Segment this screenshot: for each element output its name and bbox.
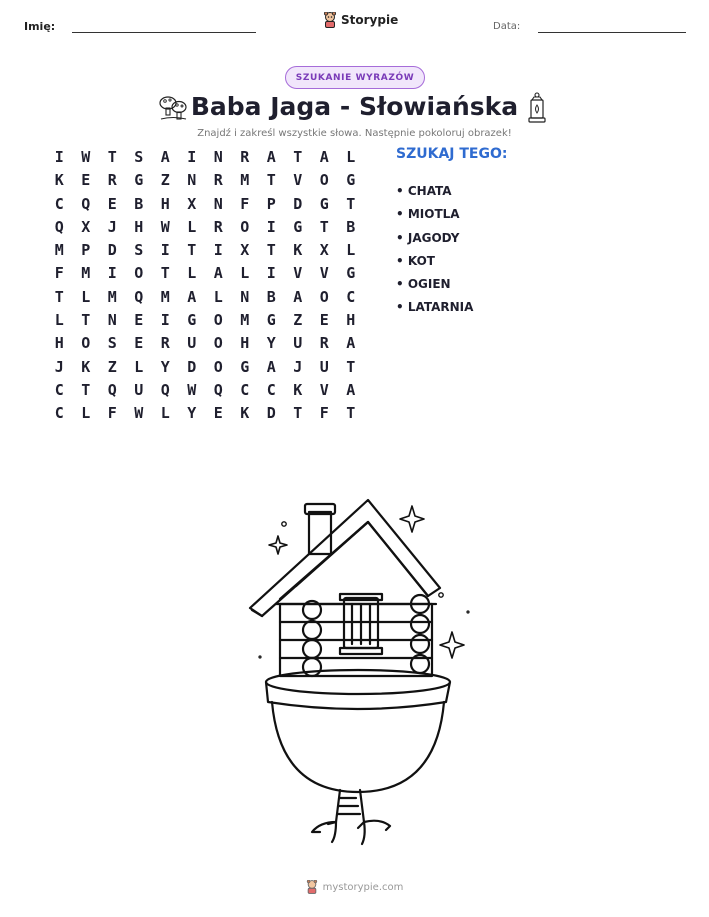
- grid-letter: R: [160, 334, 170, 353]
- grid-letter: X: [240, 241, 250, 260]
- grid-letter: I: [213, 241, 223, 260]
- worksheet-header: [0, 0, 709, 50]
- grid-letter: L: [240, 264, 250, 283]
- grid-letter: L: [134, 357, 144, 376]
- footer: [0, 880, 709, 894]
- grid-letter: I: [266, 264, 276, 283]
- grid-letter: E: [134, 334, 144, 353]
- grid-letter: L: [81, 287, 91, 306]
- grid-letter: L: [187, 264, 197, 283]
- grid-letter: X: [187, 194, 197, 213]
- grid-letter: O: [319, 171, 329, 190]
- grid-letter: A: [187, 287, 197, 306]
- grid-letter: D: [187, 357, 197, 376]
- word-item: • CHATA: [396, 184, 452, 198]
- instructions: Znajdź i zakreśl wszystkie słowa. Następnie pokoloruj obrazek!: [197, 128, 512, 139]
- grid-letter: H: [54, 334, 64, 353]
- grid-letter: W: [81, 148, 91, 166]
- grid-letter: O: [213, 357, 223, 376]
- grid-letter: N: [107, 311, 117, 330]
- grid-letter: T: [107, 148, 117, 166]
- grid-letter: Z: [160, 171, 170, 190]
- grid-letter: S: [107, 334, 117, 353]
- grid-letter: F: [54, 264, 64, 283]
- grid-letter: C: [54, 380, 64, 399]
- grid-letter: G: [319, 194, 329, 213]
- grid-letter: R: [319, 334, 329, 353]
- footer-url: mystorypie.com: [322, 881, 404, 893]
- grid-letter: D: [107, 241, 117, 260]
- grid-letter: T: [81, 380, 91, 399]
- grid-letter: N: [213, 148, 223, 166]
- grid-letter: R: [213, 217, 223, 236]
- word-item: • JAGODY: [396, 230, 460, 245]
- grid-letter: K: [240, 404, 250, 423]
- grid-letter: V: [293, 171, 303, 190]
- grid-letter: W: [187, 380, 197, 399]
- grid-letter: J: [293, 357, 303, 376]
- grid-letter: S: [134, 241, 144, 260]
- grid-letter: R: [213, 171, 223, 190]
- grid-letter: J: [107, 217, 117, 236]
- grid-letter: O: [319, 287, 329, 306]
- grid-letter: B: [134, 194, 144, 213]
- grid-letter: I: [266, 217, 276, 236]
- grid-letter: T: [81, 311, 91, 330]
- grid-letter: T: [54, 287, 64, 306]
- grid-letter: C: [54, 194, 64, 213]
- grid-letter: T: [346, 357, 356, 376]
- grid-letter: B: [346, 217, 356, 236]
- grid-letter: X: [319, 241, 329, 260]
- grid-letter: R: [107, 171, 117, 190]
- grid-letter: I: [54, 148, 64, 166]
- grid-letter: Q: [54, 217, 64, 236]
- grid-letter: R: [240, 148, 250, 166]
- grid-letter: O: [134, 264, 144, 283]
- grid-letter: C: [346, 287, 356, 306]
- grid-letter: M: [240, 171, 250, 190]
- grid-letter: T: [319, 217, 329, 236]
- grid-letter: T: [160, 264, 170, 283]
- grid-letter: V: [319, 380, 329, 399]
- grid-letter: I: [187, 148, 197, 166]
- grid-letter: L: [54, 311, 64, 330]
- grid-letter: F: [240, 194, 250, 213]
- grid-letter: G: [240, 357, 250, 376]
- grid-letter: T: [187, 241, 197, 260]
- grid-letter: Q: [107, 380, 117, 399]
- grid-letter: T: [346, 194, 356, 213]
- grid-letter: O: [213, 311, 223, 330]
- grid-letter: E: [134, 311, 144, 330]
- grid-letter: F: [107, 404, 117, 423]
- grid-letter: I: [107, 264, 117, 283]
- grid-letter: A: [213, 264, 223, 283]
- word-item: • OGIEN: [396, 277, 451, 292]
- grid-letter: U: [293, 334, 303, 353]
- grid-letter: V: [293, 264, 303, 283]
- grid-letter: M: [160, 287, 170, 306]
- grid-letter: T: [346, 404, 356, 423]
- grid-letter: P: [266, 194, 276, 213]
- grid-letter: O: [81, 334, 91, 353]
- brand-name: Storypie: [341, 13, 399, 27]
- grid-letter: Z: [107, 357, 117, 376]
- grid-letter: I: [160, 311, 170, 330]
- hut-on-chicken-legs-illustration: [240, 492, 470, 852]
- grid-letter: Y: [187, 404, 197, 423]
- grid-letter: A: [293, 287, 303, 306]
- grid-letter: J: [54, 357, 64, 376]
- grid-letter: C: [240, 380, 250, 399]
- grid-letter: O: [213, 334, 223, 353]
- grid-letter: Z: [293, 311, 303, 330]
- grid-letter: A: [266, 148, 276, 166]
- grid-letter: T: [293, 148, 303, 166]
- grid-letter: Y: [266, 334, 276, 353]
- grid-letter: S: [134, 148, 144, 166]
- grid-letter: A: [346, 334, 356, 353]
- grid-letter: N: [187, 171, 197, 190]
- grid-letter: L: [187, 217, 197, 236]
- grid-letter: M: [240, 311, 250, 330]
- date-label: Data:: [493, 21, 521, 32]
- grid-letter: K: [54, 171, 64, 190]
- activity-badge: SZUKANIE WYRAZÓW: [285, 66, 425, 89]
- date-line: [538, 32, 686, 33]
- grid-letter: O: [240, 217, 250, 236]
- grid-letter: G: [266, 311, 276, 330]
- grid-letter: U: [134, 380, 144, 399]
- grid-letter: E: [107, 194, 117, 213]
- grid-letter: A: [346, 380, 356, 399]
- grid-letter: V: [319, 264, 329, 283]
- grid-letter: Q: [134, 287, 144, 306]
- grid-letter: H: [346, 311, 356, 330]
- word-item: • MIOTLA: [396, 207, 460, 222]
- word-list: [396, 146, 576, 320]
- name-line: [72, 32, 256, 33]
- grid-letter: Q: [160, 380, 170, 399]
- grid-letter: L: [346, 241, 356, 260]
- grid-letter: A: [266, 357, 276, 376]
- grid-letter: G: [346, 264, 356, 283]
- name-label: Imię:: [24, 20, 56, 33]
- grid-letter: M: [54, 241, 64, 260]
- grid-letter: U: [187, 334, 197, 353]
- grid-letter: M: [107, 287, 117, 306]
- grid-letter: X: [81, 217, 91, 236]
- word-item: • LATARNIA: [396, 300, 474, 315]
- title-row: [0, 92, 709, 126]
- grid-letter: T: [266, 241, 276, 260]
- word-item: • KOT: [396, 253, 435, 268]
- grid-letter: G: [293, 217, 303, 236]
- grid-letter: Q: [213, 380, 223, 399]
- grid-letter: T: [266, 171, 276, 190]
- grid-letter: E: [213, 404, 223, 423]
- grid-letter: G: [187, 311, 197, 330]
- word-search-grid: [46, 146, 364, 426]
- grid-letter: F: [319, 404, 329, 423]
- grid-letter: D: [266, 404, 276, 423]
- brand: [323, 12, 398, 28]
- grid-letter: M: [81, 264, 91, 283]
- grid-letter: Q: [81, 194, 91, 213]
- word-list-title: SZUKAJ TEGO:: [396, 146, 508, 162]
- grid-letter: L: [213, 287, 223, 306]
- grid-letter: L: [81, 404, 91, 423]
- grid-letter: C: [54, 404, 64, 423]
- grid-letter: H: [240, 334, 250, 353]
- storypie-logo-icon: [306, 880, 318, 894]
- grid-letter: C: [266, 380, 276, 399]
- grid-letter: L: [160, 404, 170, 423]
- grid-letter: A: [319, 148, 329, 166]
- lantern-icon: [526, 92, 548, 124]
- grid-letter: Y: [160, 357, 170, 376]
- grid-letter: K: [81, 357, 91, 376]
- grid-letter: P: [81, 241, 91, 260]
- page-title: Baba Jaga - Słowiańska: [190, 92, 519, 121]
- grid-letter: U: [319, 357, 329, 376]
- grid-letter: A: [160, 148, 170, 166]
- grid-letter: H: [160, 194, 170, 213]
- grid-letter: N: [240, 287, 250, 306]
- grid-letter: G: [134, 171, 144, 190]
- storypie-logo-icon: [323, 12, 337, 28]
- grid-letter: G: [346, 171, 356, 190]
- grid-letter: L: [346, 148, 356, 166]
- grid-letter: K: [293, 380, 303, 399]
- grid-letter: H: [134, 217, 144, 236]
- grid-letter: I: [160, 241, 170, 260]
- grid-letter: E: [319, 311, 329, 330]
- grid-letter: W: [160, 217, 170, 236]
- grid-letter: D: [293, 194, 303, 213]
- grid-letter: N: [213, 194, 223, 213]
- grid-letter: T: [293, 404, 303, 423]
- grid-letter: K: [293, 241, 303, 260]
- grid-letter: W: [134, 404, 144, 423]
- grid-letter: E: [81, 171, 91, 190]
- grid-letter: B: [266, 287, 276, 306]
